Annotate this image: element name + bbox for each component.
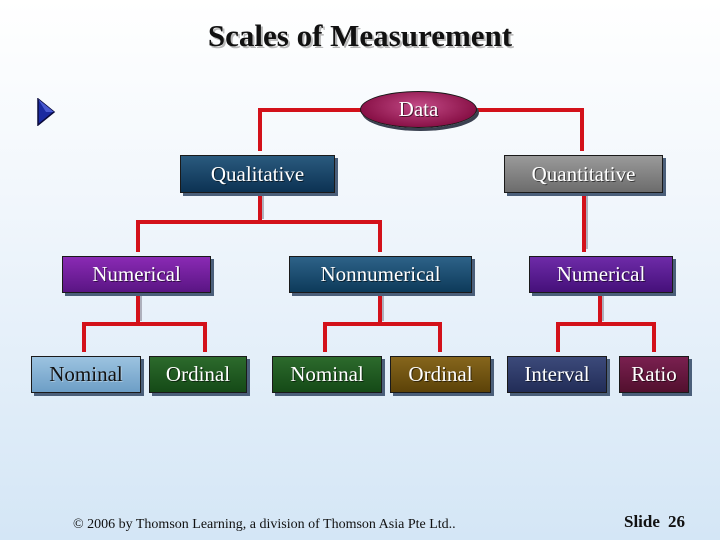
- leaf-label: Nominal: [290, 362, 364, 386]
- slide-label: Slide: [624, 512, 660, 531]
- leaf-nominal-nonnumerical: [272, 356, 382, 393]
- slide-title: Scales of Measurement: [207, 18, 513, 53]
- leaf-ordinal-numerical: [149, 356, 247, 393]
- node-nonnumerical-label: Nonnumerical: [320, 262, 441, 286]
- slide-number: 26: [668, 512, 685, 531]
- node-numerical-qualitative: [62, 256, 211, 293]
- node-qualitative-label: Qualitative: [210, 161, 305, 186]
- leaf-nominal-numerical: [31, 356, 141, 393]
- node-numerical-quantitative: [529, 256, 673, 293]
- connector-qualitative-split: [138, 222, 380, 252]
- node-quantitative-label: Quantitative: [531, 161, 636, 186]
- node-numerical-qualitative-label: Numerical: [92, 262, 181, 286]
- leaf-ordinal-nonnumerical: [390, 356, 491, 393]
- node-data: [360, 91, 477, 128]
- node-qualitative: [180, 155, 335, 193]
- node-data-label: Data: [398, 97, 439, 121]
- connector-nonnumerical-split: [325, 324, 440, 352]
- leaf-interval: [507, 356, 607, 393]
- leaf-ratio: [619, 356, 689, 393]
- connector-data-qualitative: [260, 110, 362, 151]
- connector-numerical-right-split: [558, 324, 654, 352]
- connector-data-quantitative: [476, 110, 582, 151]
- node-numerical-quantitative-label: Numerical: [556, 262, 646, 286]
- connector-numerical-split: [84, 324, 205, 352]
- leaf-label: Ordinal: [408, 362, 473, 386]
- leaf-label: Ordinal: [165, 362, 231, 386]
- leaf-label: Nominal: [49, 362, 123, 386]
- node-nonnumerical: [289, 256, 472, 293]
- node-quantitative: [504, 155, 663, 193]
- leaf-label: Ratio: [631, 362, 677, 386]
- leaf-label: Interval: [524, 362, 590, 386]
- copyright-footer: © 2006 by Thomson Learning, a division of Thomson Asia Pte Ltd..: [73, 517, 456, 532]
